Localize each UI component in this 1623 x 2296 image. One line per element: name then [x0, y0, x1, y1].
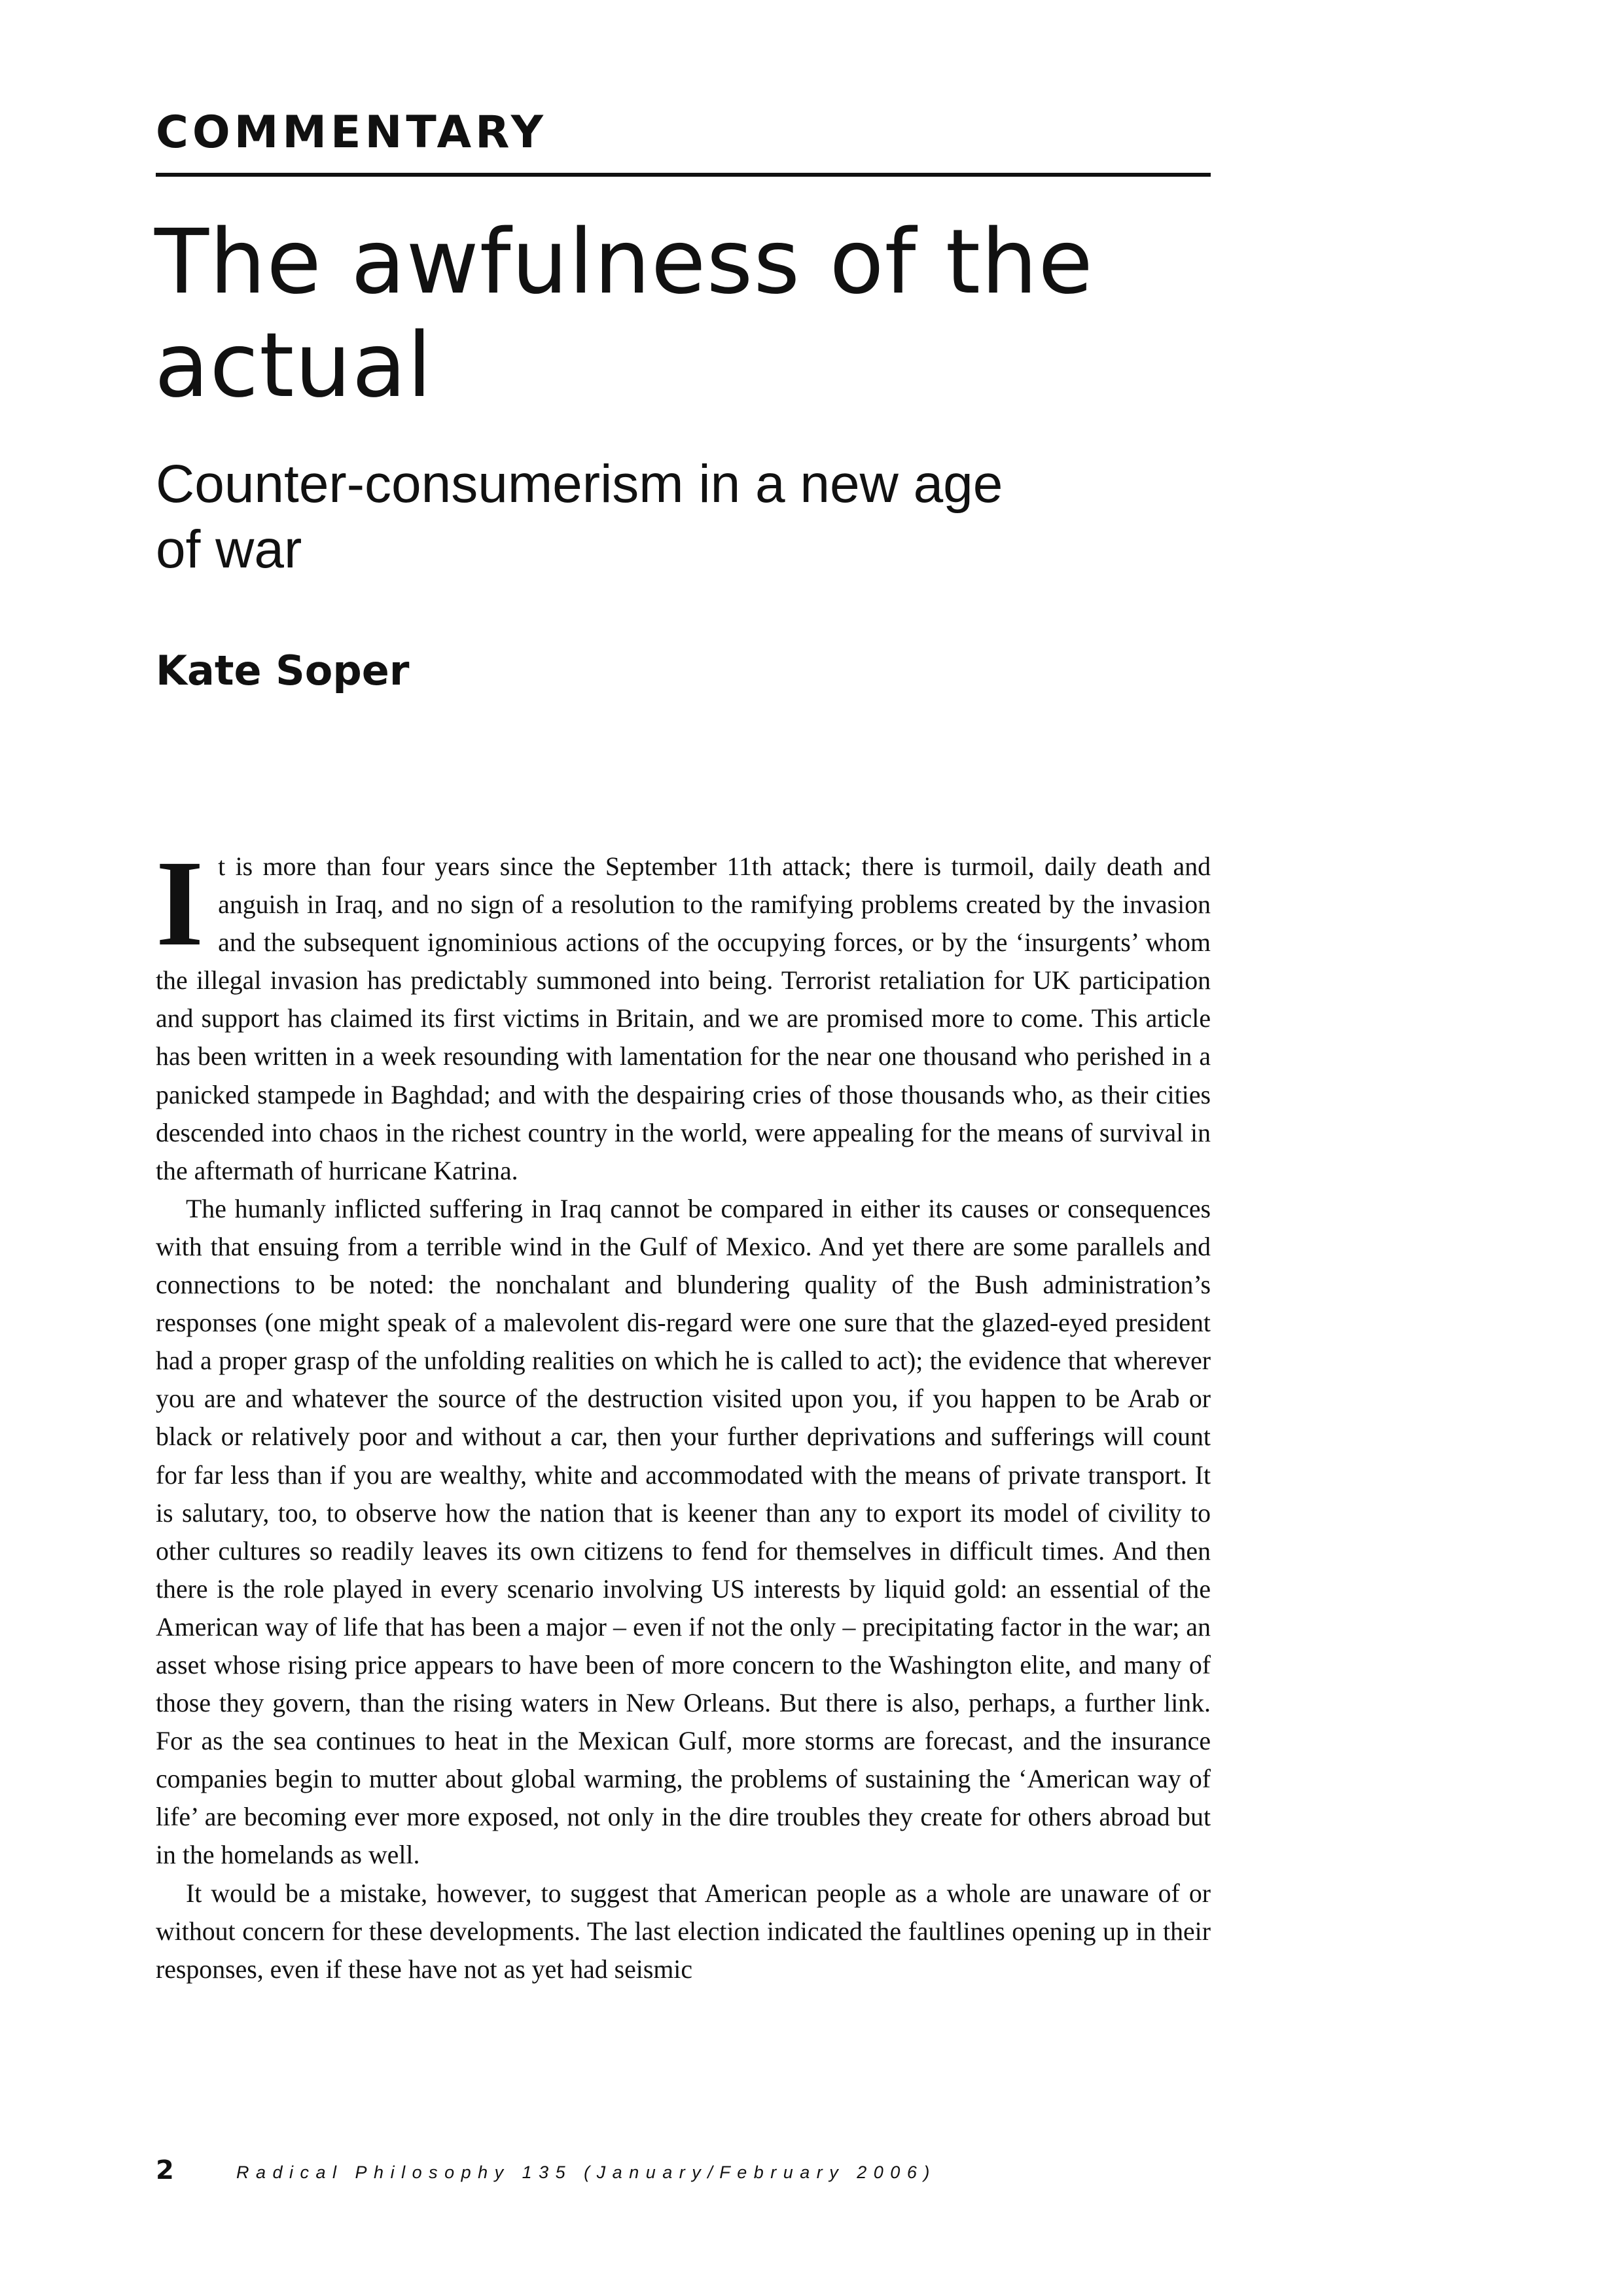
section-label: COMMENTARY	[156, 107, 548, 158]
body-paragraph-3: It would be a mistake, however, to suggest that American people as a whole are unaware of or without concern for these developments. The last election indicated the faultlines opening up in their responses, even if these have not as yet had seismic	[156, 1878, 1211, 1984]
journal-citation: Radical Philosophy 135 (January/February 2006)	[236, 2162, 936, 2182]
article-body	[156, 834, 1211, 1988]
body-paragraph-2: The humanly inflicted suffering in Iraq cannot be compared in either its causes or consequences with that ensuing from a terrible wind in the Gulf of Mexico. And yet there are some parallels and connections to be noted: the nonchalant and blundering quality of the Bush administration’s responses (one might speak of a malevolent dis-regard were one sure that the glazed-eyed president had a proper grasp of the unfolding realities on which he is called to act); the evidence that wherever you are and whatever the source of the destruction visited upon you, if you happen to be Arab or black or relatively poor and without a car, then your further deprivations and sufferings will count for far less than if you are wealthy, white and accommodated with the means of private transport. It is salutary, too, to observe how the nation that is keener than any to export its model of civility to other cultures so readily leaves its own citizens to fend for themselves in difficult times. And then there is the role played in every scenario involving US interests by liquid gold: an essential of the American way of life that has been a major – even if not the only – precipitating factor in the war; an asset whose rising price appears to have been of more concern to the Washington elite, and many of those they govern, than the rising waters in New Orleans. But there is also, perhaps, a further link. For as the sea continues to heat in the Mexican Gulf, more storms are forecast, and the insurance companies begin to mutter about global warming, the problems of sustaining the ‘American way of life’ are becoming ever more exposed, not only in the dire troubles they create for others abroad but in the homelands as well.	[156, 1194, 1211, 1870]
drop-cap: I	[156, 834, 204, 971]
body-paragraph-1	[156, 834, 1211, 1190]
article-title: The awfulness of the actual	[154, 211, 1094, 418]
article-author: Kate Soper	[156, 647, 410, 694]
page-number: 2	[156, 2155, 174, 2185]
section-divider	[156, 173, 1211, 177]
paragraph-text: t is more than four years since the September 11th attack; there is turmoil, daily death and anguish in Iraq, and no sign of a resolution to the ramifying problems created by the invasion and the subsequent ignominious actions of the occupying forces, or by the ‘insurgents’ whom the illegal invasion has predictably summoned into being. Terrorist retaliation for UK participation and support has claimed its first victims in Britain, and we are promised more to come. This article has been written in a week resounding with lamentation for the near one thousand who perished in a panicked stampede in Baghdad; and with the despairing cries of those thousands who, as their cities descended into chaos in the richest country in the world, were appealing for the means of survival in the aftermath of hurricane Katrina.	[156, 852, 1211, 1185]
article-subtitle: Counter-consumerism in a new age of war	[156, 454, 1003, 579]
